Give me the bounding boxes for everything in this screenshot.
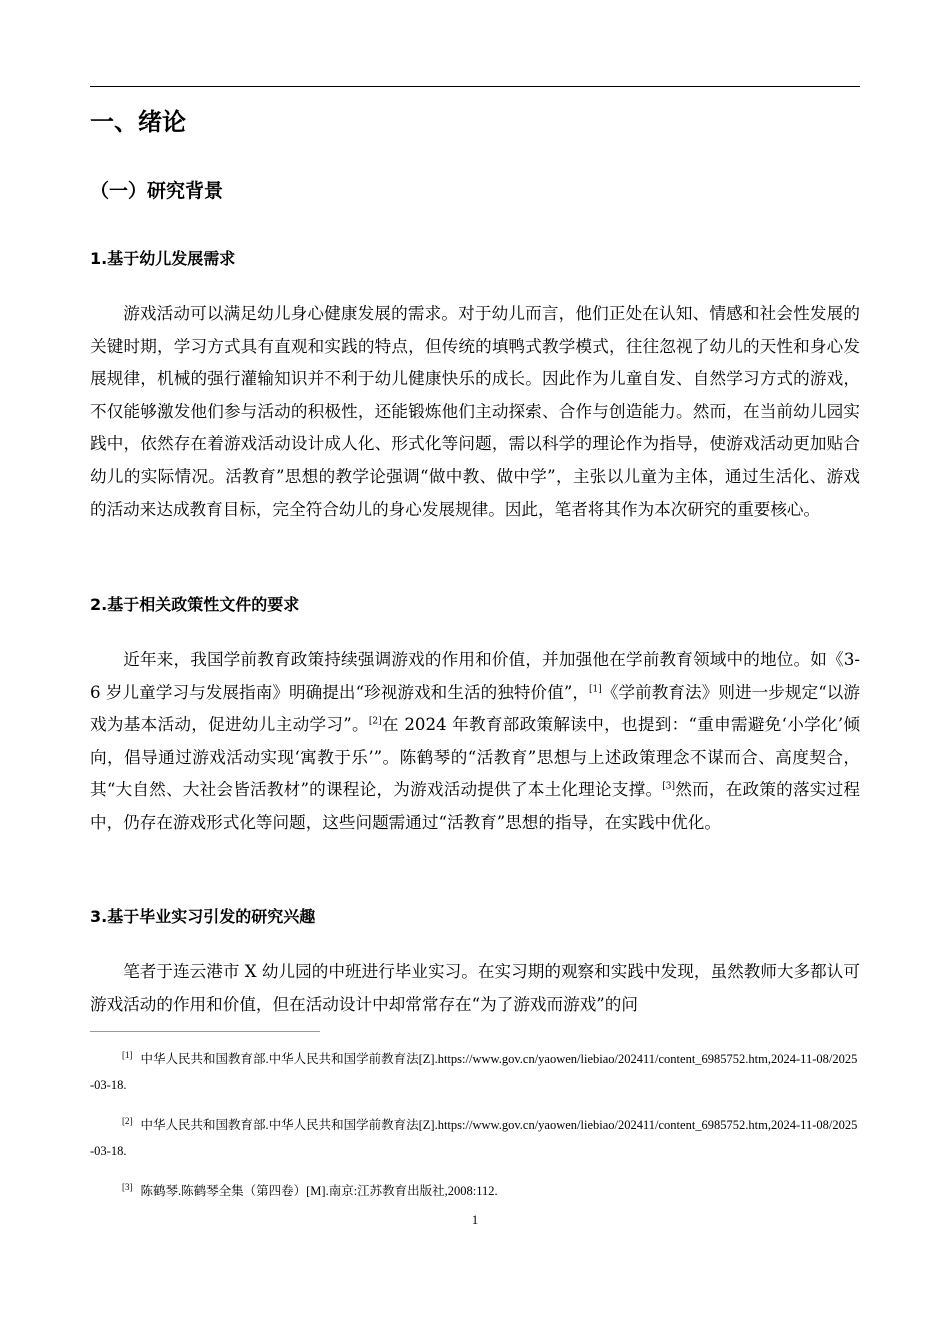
footnote-1	[90, 1046, 860, 1098]
page-number: 1	[471, 1213, 479, 1227]
footnote-text: 中华人民共和国教育部.中华人民共和国学前教育法[Z].https://www.gov.cn/yaowen/liebiao/202411/content_6985752.htm,2024-11-08/2025-03-18.	[90, 1118, 858, 1158]
footnote-mark: [1]	[122, 1049, 133, 1060]
footnote-mark: [3]	[122, 1181, 133, 1192]
footnote-text: 陈鹤琴.陈鹤琴全集（第四卷）[M].南京:江苏教育出版社,2008:112.	[140, 1184, 498, 1198]
footnote-mark: [2]	[122, 1115, 133, 1126]
paragraph-3: 笔者于连云港市 X 幼儿园的中班进行毕业实习。在实习期的观察和实践中发现，虽然教师大多都认可游戏活动的作用和价值，但在活动设计中却常常存在“为了游戏而游戏”的问	[90, 962, 860, 1014]
subsection-heading-3: 3.基于毕业实习引发的研究兴趣	[90, 907, 316, 926]
footnote-text: 中华人民共和国教育部.中华人民共和国学前教育法[Z].https://www.gov.cn/yaowen/liebiao/202411/content_6985752.htm,2024-11-08/2025-03-18.	[90, 1052, 858, 1092]
footnote-ref-3[interactable]: [3]	[662, 781, 676, 792]
subsection-heading-2: 2.基于相关政策性文件的要求	[90, 595, 300, 614]
footnote-ref-2[interactable]: [2]	[368, 716, 382, 727]
paragraph-2-text: 《学前教育法》则进一步规定“以游戏为基本活动，促进幼儿主动学习”。	[90, 682, 860, 735]
footnote-separator	[90, 1031, 320, 1032]
footnote-ref-1[interactable]: [1]	[589, 684, 602, 695]
paragraph-1: 游戏活动可以满足幼儿身心健康发展的需求。对于幼儿而言，他们正处在认知、情感和社会性发展的关键时期，学习方式具有直观和实践的特点，但传统的填鸭式教学模式，往往忽视了幼儿的天性和身心发展规律，机械的强行灌输知识并不利于幼儿健康快乐的成长。因此作为儿童自发、自然学习方式的游戏，不仅能够激发他们参与活动的积极性，还能锻炼他们主动探索、合作与创造能力。然而，在当前幼儿园实践中，依然存在着游戏活动设计成人化、形式化等问题，需以科学的理论作为指导，使游戏活动更加贴合幼儿的实际情况。活教育”思想的教学论强调“做中教、做中学”，主张以儿童为主体，通过生活化、游戏的活动来达成教育目标，完全符合幼儿的身心发展规律。因此，笔者将其作为本次研究的重要核心。	[90, 304, 860, 519]
section-title: （一）研究背景	[90, 180, 224, 202]
paragraph-2	[90, 644, 860, 840]
paragraph-2-text: 近年来，我国学前教育政策持续强调游戏的作用和价值，并加强他在学前教育领域中的地位。如《3-6 岁儿童学习与发展指南》明确提出“珍视游戏和生活的独特价值”，	[90, 650, 860, 702]
header-rule	[90, 86, 860, 87]
paragraph-2-text: 然而，在政策的落实过程中，仍存在游戏形式化等问题，这些问题需通过“活教育”思想的指导，在实践中优化。	[90, 780, 861, 832]
subsection-heading-1: 1.基于幼儿发展需求	[90, 249, 236, 268]
footnote-2	[90, 1112, 860, 1164]
chapter-title: 一、绪论	[90, 108, 186, 136]
paragraph-2-text: 在 2024 年教育部政策解读中，也提到：“重申需避免‘小学化’倾向，倡导通过游戏活动实现‘寓教于乐’”。陈鹤琴的“活教育”思想与上述政策理念不谋而合、高度契合，其“大自然、大社会皆活教材”的课程论，为游戏活动提供了本土化理论支撑。	[90, 715, 861, 800]
footnote-3	[90, 1178, 860, 1204]
